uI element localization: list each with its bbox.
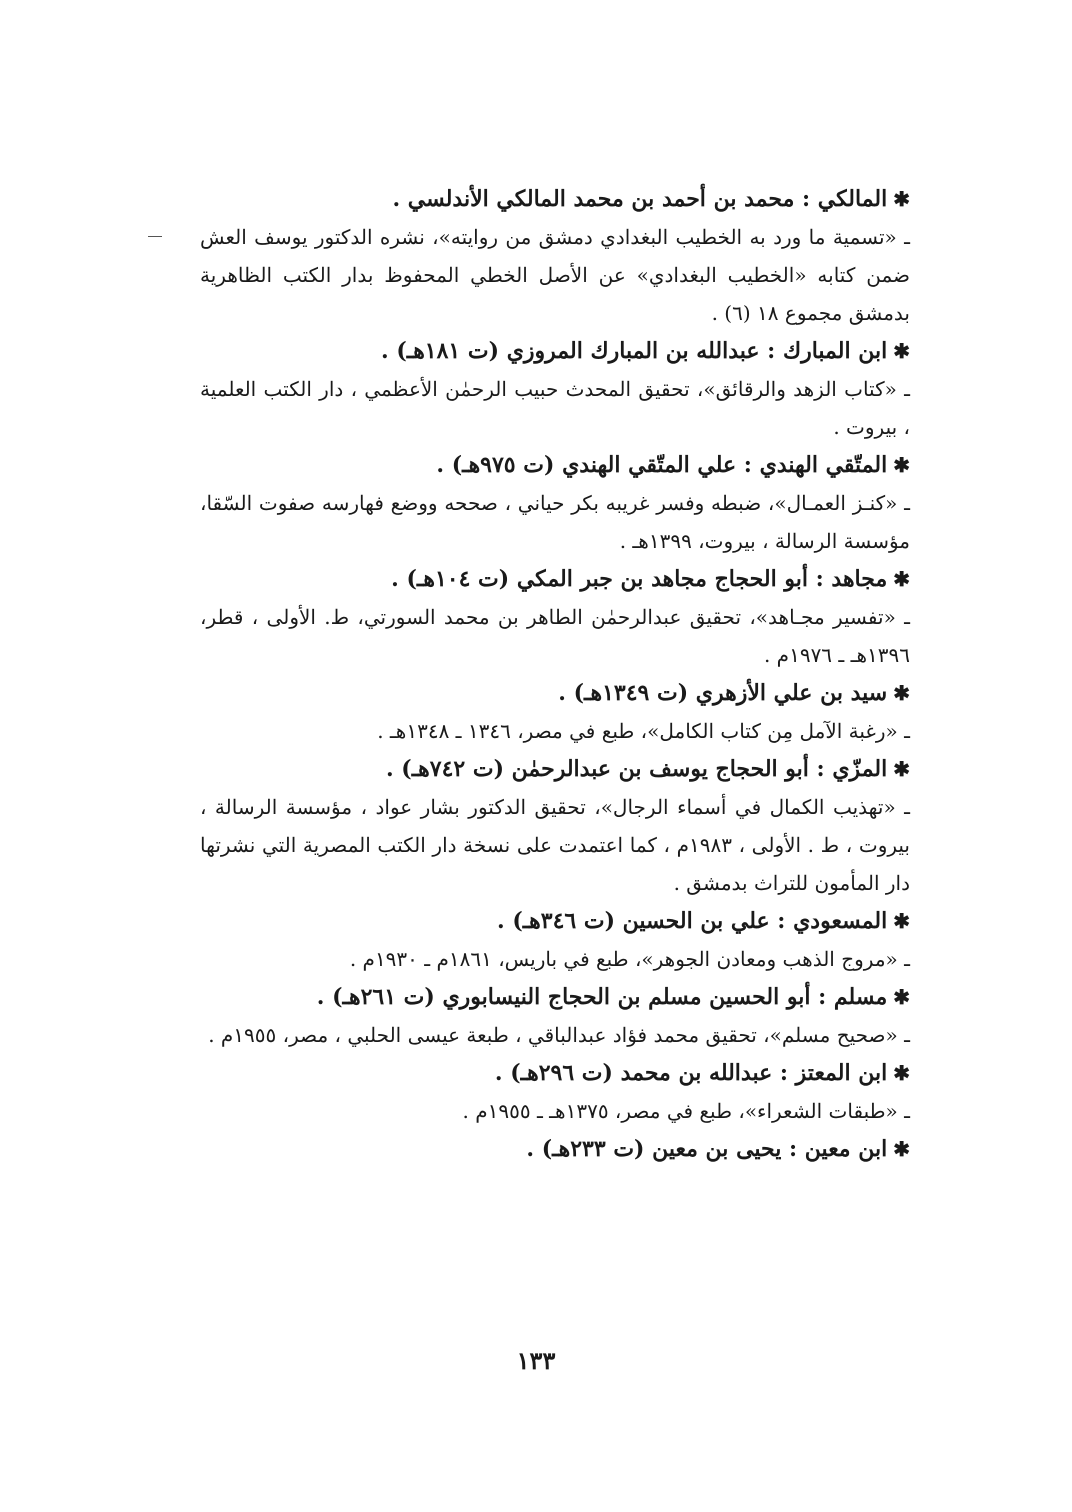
entry-heading	[200, 750, 910, 788]
asterisk-icon: ✱	[893, 909, 910, 933]
asterisk-icon: ✱	[893, 453, 910, 477]
bibliography-entry-mizzi	[200, 750, 910, 902]
entry-heading-text: المسعودي : علي بن الحسين (ت ٣٤٦هـ) .	[497, 908, 888, 934]
entry-heading-text: مسلم : أبو الحسين مسلم بن الحجاج النيسابوري (ت ٢٦١هـ) .	[316, 984, 888, 1010]
entry-heading	[200, 1130, 910, 1168]
bibliography-entry-maliki	[200, 180, 910, 332]
entry-detail: ـ «صحيح مسلم»، تحقيق محمد فؤاد عبدالباقي ، طبعة عيسى الحلبي ، مصر، ١٩٥٥م .	[208, 1023, 910, 1047]
asterisk-icon: ✱	[893, 1137, 910, 1161]
entry-heading-text: ابن المعتز : عبدالله بن محمد (ت ٢٩٦هـ) .	[494, 1060, 888, 1086]
entry-heading	[200, 978, 910, 1016]
entry-heading-text: مجاهد : أبو الحجاج مجاهد بن جبر المكي (ت ١٠٤هـ) .	[391, 566, 888, 592]
margin-mark	[148, 236, 162, 237]
bibliography-entry-ibn-al-mubarak	[200, 332, 910, 446]
entry-detail: ـ «تفسير مجـاهد»، تحقيق عبدالرحمٰن الطاهر بن محمد السورتي، ط. الأولى ، قطر، ١٣٩٦هـ ـ ١٩٧٦م .	[200, 605, 910, 667]
entry-heading	[200, 902, 910, 940]
entry-heading	[200, 1054, 910, 1092]
entry-heading	[200, 446, 910, 484]
entry-heading	[200, 332, 910, 370]
asterisk-icon: ✱	[893, 1061, 910, 1085]
bibliography-entry-muttaqi-hindi	[200, 446, 910, 560]
bibliography-entry-azhari	[200, 674, 910, 750]
bibliography-entry-ibn-main	[200, 1130, 910, 1168]
bibliography-entry-mujahid	[200, 560, 910, 674]
entry-detail: ـ «طبقات الشعراء»، طبع في مصر، ١٣٧٥هـ ـ ١٩٥٥م .	[462, 1099, 910, 1123]
asterisk-icon: ✱	[893, 339, 910, 363]
bibliography-entry-masudi	[200, 902, 910, 978]
bibliography-entry-ibn-al-mutazz	[200, 1054, 910, 1130]
entry-heading	[200, 674, 910, 712]
entry-detail: ـ «رغبة الآمل مِن كتاب الكامل»، طبع في مصر، ١٣٤٦ ـ ١٣٤٨هـ .	[377, 719, 910, 743]
entry-heading-text: ابن معين : يحيى بن معين (ت ٢٣٣هـ) .	[526, 1136, 888, 1162]
entry-detail: ـ «كتاب الزهد والرقائق»، تحقيق المحدث حبيب الرحمٰن الأعظمي ، دار الكتب العلمية ، بيروت .	[200, 377, 910, 439]
asterisk-icon: ✱	[893, 681, 910, 705]
asterisk-icon: ✱	[893, 187, 910, 211]
entry-heading	[200, 560, 910, 598]
entry-detail: ـ «كنـز العمـال»، ضبطه وفسر غريبه بكر حياني ، صححه ووضع فهارسه صفوت السّقا، مؤسسة الرسالة ، بيروت، ١٣٩٩هـ .	[200, 491, 910, 553]
entry-detail: ـ «تسمية ما ورد به الخطيب البغدادي دمشق من روايته»، نشره الدكتور يوسف العش ضمن كتابه «الخطيب البغدادي» عن الأصل الخطي المحفوظ بدار الكتب الظاهرية بدمشق مجموع ١٨ (٦) .	[200, 225, 910, 325]
entry-heading-text: المتّقي الهندي : علي المتّقي الهندي (ت ٩٧٥هـ) .	[436, 452, 888, 478]
asterisk-icon: ✱	[893, 567, 910, 591]
entry-heading-text: المزّي : أبو الحجاج يوسف بن عبدالرحمٰن (ت ٧٤٢هـ) .	[385, 756, 888, 782]
bibliography-list	[200, 180, 910, 1168]
entry-heading-text: ابن المبارك : عبدالله بن المبارك المروزي (ت ١٨١هـ) .	[381, 338, 888, 364]
entry-heading	[200, 180, 910, 218]
page-number: ١٣٣	[516, 1346, 556, 1375]
entry-heading-text: سيد بن علي الأزهري (ت ١٣٤٩هـ) .	[558, 680, 888, 706]
entry-heading-text: المالكي : محمد بن أحمد بن محمد المالكي الأندلسي .	[392, 186, 888, 212]
entry-detail: ـ «مروج الذهب ومعادن الجوهر»، طبع في باريس، ١٨٦١م ـ ١٩٣٠م .	[349, 947, 910, 971]
entry-detail: ـ «تهذيب الكمال في أسماء الرجال»، تحقيق الدكتور بشار عواد ، مؤسسة الرسالة ، بيروت ، ط . الأولى ، ١٩٨٣م ، كما اعتمدت على نسخة دار الكتب المصرية التي نشرتها دار المأمون للتراث بدمشق .	[200, 795, 910, 895]
asterisk-icon: ✱	[893, 985, 910, 1009]
bibliography-entry-muslim	[200, 978, 910, 1054]
asterisk-icon: ✱	[893, 757, 910, 781]
